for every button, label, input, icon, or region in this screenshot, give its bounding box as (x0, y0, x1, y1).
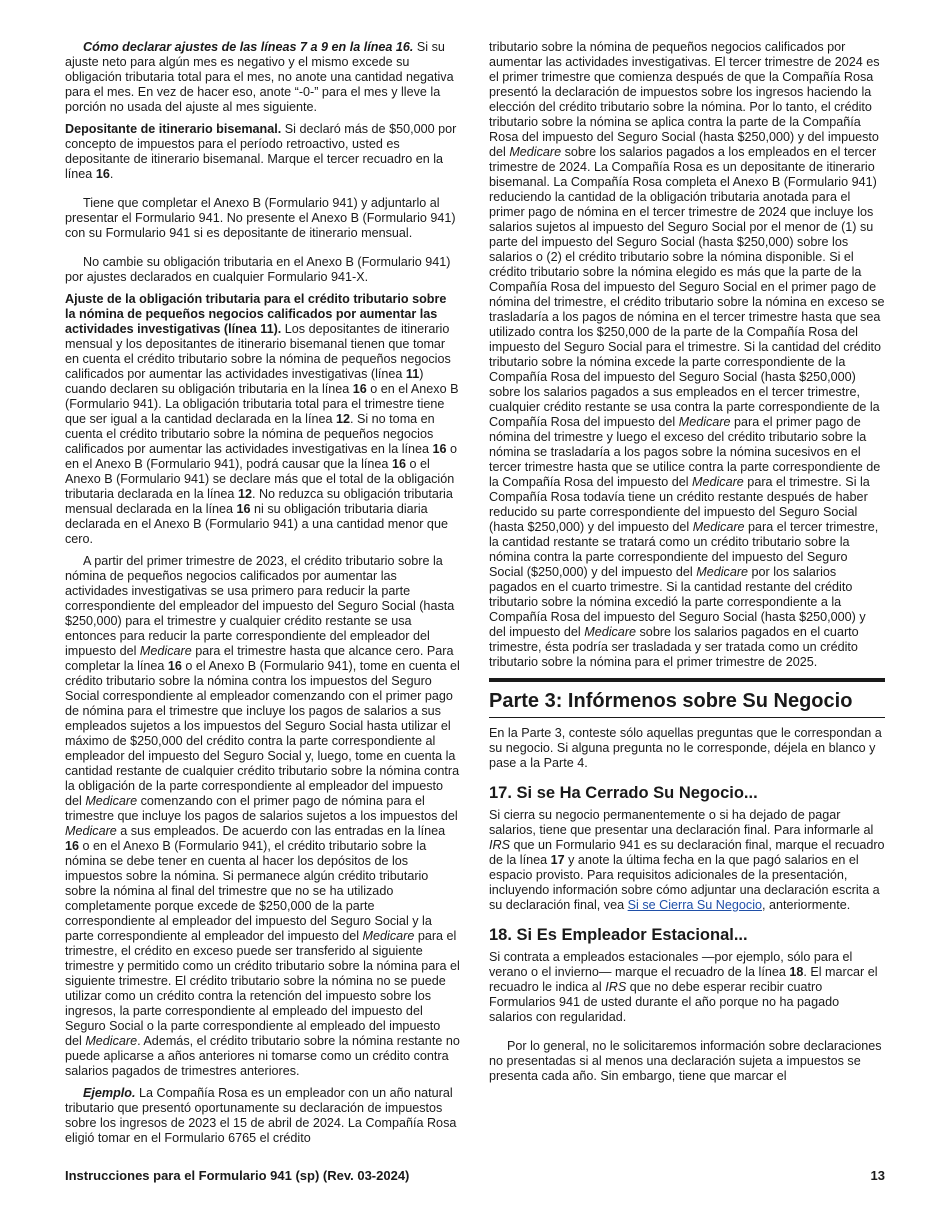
italic-term: Medicare (65, 824, 117, 838)
part-divider-rule (489, 717, 885, 718)
paragraph-heading: Ajuste de la obligación tributaria para el crédito tributario sobre la nómina de pequeños negocios calificados por aumentar las actividades investigativas (línea 11). (65, 292, 447, 336)
line-number: 18 (789, 965, 804, 979)
paragraph-text: . No reduzca su obligación tributaria mensual declarada en la línea (65, 487, 453, 516)
paragraph-text: para el trimestre hasta que alcance cero. Para completar la línea (65, 644, 454, 673)
paragraph-text: La Compañía Rosa es un empleador con un año natural tributario que presentó oportunamente su declaración de impuestos sobre los ingresos de 2023 el 15 de abril de 2024. La Compañía Rosa eligió tomar en el Formulario 6765 el crédito (65, 1086, 457, 1145)
paragraph-941x: No cambie su obligación tributaria en el Anexo B (Formulario 941) por ajustes declarados en cualquier Formulario 941-X. (65, 255, 451, 284)
line-number: 16 (391, 457, 406, 471)
right-column (489, 40, 885, 1091)
part-divider-bar (489, 678, 885, 682)
italic-term: IRS (489, 838, 510, 852)
paragraph-line11-adjustment (65, 292, 460, 547)
italic-term: Medicare (85, 794, 138, 808)
paragraph-lead: Cómo declarar ajustes de las líneas 7 a 9 en la línea 16. (83, 40, 414, 54)
paragraph-text: . (109, 167, 114, 181)
italic-term: Medicare (584, 625, 637, 639)
line-number: 17 (550, 853, 565, 867)
paragraph-text: , anteriormente. (762, 898, 851, 912)
paragraph-schedule-b: Tiene que completar el Anexo B (Formulario 941) y adjuntarlo al presentar el Formulario 941. No presente el Anexo B (Formulario 941) con su Formulario 941 si es depositante de itinerario mensual. (65, 196, 456, 240)
paragraph-text: o en el Anexo B (Formulario 941), podrá causar que la línea (65, 442, 458, 471)
paragraph-text: sobre los salarios pagados a los empleados en el tercer trimestre de 2024. La Compañía Rosa es un depositante de itinerario bisemanal. La Compañía Rosa completa el Anexo B (Formulario 941) reduciendo la cantidad de la obligación tributaria anotada para el primer pago de nómina en el tercer trimestre de 2024 que incluye los salarios sujetos al impuesto del Seguro Social por el menor de (1) su parte del impuesto del Seguro Social (hasta $250,000) sobre los salarios o (2) el crédito tributario sobre la nómina disponible. Si el crédito tributario sobre la nómina elegido es más que la parte de la Compañía Rosa del impuesto del Seguro Social en el primer pago de nómina del trimestre, el crédito tributario sobre la nómina en exceso se trasladaría a los pagos de nómina en el tercer trimestre hasta que sea utilizado contra los $250,000 de la parte de la Compañía Rosa del impuesto del Seguro Social para el trimestre. Si la cantidad del crédito tributario sobre la nómina excede la parte correspondiente de la Compañía Rosa del impuesto del Seguro Social (hasta $250,000) sobre los salarios pagados a sus empleados en el tercer trimestre, cualquier crédito restante se usa contra la parte correspondiente de la Compañía Rosa del impuesto del (489, 145, 885, 429)
section18-heading: 18. Si Es Empleador Estacional... (489, 926, 748, 944)
italic-term: Medicare (678, 415, 731, 429)
paragraph-text: . Además, el crédito tributario sobre la nómina restante no puede aplicarse a años anteriores ni tomarse como un crédito contra salarios pagados de trimestres anteriores. (65, 1034, 460, 1078)
paragraph-text: que no debe esperar recibir cuatro Formularios 941 de usted durante el año porque no ha pagado salarios con regularidad. (489, 980, 840, 1024)
business-closure-link[interactable]: Si se Cierra Su Negocio (627, 898, 763, 912)
italic-term: Medicare (509, 145, 562, 159)
paragraph-semiweekly (65, 122, 460, 182)
italic-term: Medicare (696, 565, 749, 579)
line-number: 12 (237, 487, 252, 501)
italic-term: Medicare (85, 1034, 138, 1048)
paragraph-text: y anote la última fecha en la que pagó salarios en el espacio provisto. Para requisitos adicionales de la presentación, incluyendo información sobre cómo adjuntar una declaración escrita a su declaración final, vea (489, 853, 880, 912)
paragraph-example-continued (489, 40, 885, 670)
paragraph-lead: Ejemplo. (83, 1086, 136, 1100)
paragraph-2023-rule (65, 554, 460, 1079)
paragraph-text: Si declaró más de $50,000 por concepto de impuestos para el período retroactivo, usted es depositante de itinerario bisemanal. Marque el tercer recuadro en la línea (65, 122, 457, 181)
paragraph-text: Si contrata a empleados estacionales —por ejemplo, sólo para el verano o el invierno— marque el recuadro de la línea (489, 950, 853, 979)
paragraph-text: o en el Anexo B (Formulario 941). La obligación tributaria total para el trimestre tiene que ser igual a la cantidad declarada en la línea (65, 382, 459, 426)
line-number: 16 (352, 382, 367, 396)
paragraph-example (65, 1086, 460, 1146)
paragraph-text: Los depositantes de itinerario mensual y los depositantes de itinerario bisemanal tienen que tomar en cuenta el crédito tributario sobre la nómina de pequeños negocios calificados por aumentar las actividades investigativas (línea (65, 322, 451, 381)
paragraph-text: Si su ajuste neto para algún mes es negativo y el mismo excede su obligación tributaria total para el mes, no anote una cantidad negativa para el mes. En vez de hacer eso, anote “-0-” para el mes y lleve la porción no usada del ajuste al mes siguiente. (65, 40, 454, 114)
paragraph-adjustments (65, 40, 460, 115)
italic-term: Medicare (139, 644, 192, 658)
line-number: 16 (236, 502, 251, 516)
italic-term: IRS (605, 980, 627, 994)
paragraph-text: comenzando con el primer pago de nómina para el trimestre que incluye los pagos de salarios sujetos a los impuestos del (65, 794, 458, 823)
paragraph-text: o el Anexo B (Formulario 941), tome en cuenta el crédito tributario sobre la nómina contra los impuestos del Seguro Social correspondiente al empleador comenzando con el primer pago de nómina para el trimestre que incluye los pagos de salarios a sus empleados sujetos a los impuestos del Seguro Social hasta utilizar el máximo de $250,000 del crédito contra la parte correspondiente al empleador del impuesto del Seguro Social y, luego, tome en cuenta la cantidad restante de cualquier crédito tributario sobre la nómina contra la obligación de la parte correspondiente al empleador del impuesto del (65, 659, 460, 808)
part3-intro: En la Parte 3, conteste sólo aquellas preguntas que le correspondan a su negocio. Si alguna pregunta no le corresponde, déjela en blanco y pase a la Parte 4. (489, 726, 882, 770)
line-number: 12 (335, 412, 350, 426)
paragraph-text: a sus empleados. De acuerdo con las entradas en la línea (116, 824, 446, 838)
paragraph-text: sobre los salarios pagados en el cuarto trimestre, ésta podría ser trasladada y ser tratada como un crédito tributario sobre la nómina para el primer trimestre de 2025. (489, 625, 859, 669)
paragraph-heading: Depositante de itinerario bisemanal. (65, 122, 282, 136)
line-number: 16 (167, 659, 182, 673)
paragraph-text: Si cierra su negocio permanentemente o si ha dejado de pagar salarios, tiene que presentar una declaración final. Para informarle al (489, 808, 874, 837)
paragraph-text: que un Formulario 941 es su declaración final, marque el recuadro de la línea (489, 838, 885, 867)
paragraph-text: por los salarios pagados en el cuarto trimestre. Si la cantidad restante del crédito tributario sobre la nómina excedió la parte correspondiente a la Compañía Rosa del impuesto del Seguro Social (hasta $250,000) y del impuesto del (489, 565, 866, 639)
section18-paragraph-2: Por lo general, no le solicitaremos información sobre declaraciones no presentadas si al menos una declaración sujeta a impuestos se presenta cada año. Sin embargo, tiene que marcar el (489, 1039, 882, 1083)
italic-term: Medicare (362, 929, 415, 943)
paragraph-text: para el trimestre, el crédito en exceso puede ser transferido al siguiente trimestre y permitido como un crédito tributario sobre la nómina para el siguiente trimestre. El crédito tributario sobre la nómina no se puede utilizar como un crédito contra la retención del impuesto sobre los ingresos, la parte correspondiente al empleado del impuesto del Seguro Social o la parte correspondiente al empleado del impuesto del (65, 929, 460, 1048)
page-number: 13 (870, 1168, 885, 1183)
line-number: 16 (95, 167, 110, 181)
part3-heading: Parte 3: Infórmenos sobre Su Negocio (489, 690, 853, 712)
italic-term: Medicare (692, 475, 744, 489)
line-number: 11 (405, 367, 420, 381)
section17-heading: 17. Si se Ha Cerrado Su Negocio... (489, 784, 758, 802)
paragraph-text: o en el Anexo B (Formulario 941), el crédito tributario sobre la nómina se debe tener en cuenta al hacer los depósitos de los impuestos sobre la nómina. Si permanece algún crédito tributario sobre la nómina al final del trimestre que no se ha utilizado completamente porque excede de $250,000 de la parte correspondiente al empleador del impuesto del Seguro Social y la parte correspondiente al empleador del impuesto del (65, 839, 432, 943)
paragraph-text: ni su obligación tributaria diaria declarada en el Anexo B (Formulario 941) a una cantidad menor que cero. (65, 502, 448, 546)
paragraph-text: A partir del primer trimestre de 2023, el crédito tributario sobre la nómina de pequeños negocios calificados por aumentar las actividades investigativas se usa primero para reducir la parte correspondiente del empleador del impuesto del Seguro Social (hasta $250,000) para el trimestre y cualquier crédito restante se usa entonces para reducir la parte correspondiente del empleador del impuesto del (65, 554, 455, 658)
left-column (65, 40, 460, 1153)
paragraph-text: para el trimestre. Si la Compañía Rosa todavía tiene un crédito restante después de haber reducido su parte correspondiente del impuesto del Seguro Social (hasta $250,000) y del impuesto del (489, 475, 870, 534)
section18-paragraph (489, 950, 885, 1025)
paragraph-text: para el tercer trimestre, la cantidad restante se tratará como un crédito tributario sobre la nómina contra la parte correspondiente del impuesto del Seguro Social ($250,000) y del impuesto del (489, 520, 879, 579)
section17-paragraph (489, 808, 885, 913)
footer-title: Instrucciones para el Formulario 941 (sp) (Rev. 03-2024) (65, 1168, 410, 1183)
paragraph-text: o el Anexo B (Formulario 941) se declare más que el total de la obligación tributaria declarada en la línea (65, 457, 455, 501)
italic-term: Medicare (692, 520, 745, 534)
line-number: 16 (432, 442, 447, 456)
paragraph-text: ) cuando declaren su obligación tributaria en la línea (65, 367, 424, 396)
paragraph-text: . Si no toma en cuenta el crédito tributario sobre la nómina de pequeños negocios calificados por aumentar las actividades investigativas en la línea (65, 412, 435, 456)
line-number: 16 (65, 839, 80, 853)
paragraph-text: . El marcar el recuadro le indica al (489, 965, 878, 994)
paragraph-text: tributario sobre la nómina de pequeños negocios calificados por aumentar las actividades investigativas. El tercer trimestre de 2024 es el primer trimestre que comienza después de que la Compañía Rosa presentó la declaración de impuestos sobre los ingresos haciendo la elección del crédito tributario sobre la nómina. Por lo tanto, el crédito tributario sobre la nómina se aplica contra la parte de la Compañía Rosa del impuesto del Seguro Social (hasta $250,000) y del impuesto del (489, 40, 880, 159)
paragraph-text: para el primer pago de nómina del trimestre y luego el exceso del crédito tributario sobre la nómina se trasladaría a los pagos sobre la nómina sucesivos en el tercer trimestre hasta que se utilice contra la parte correspondiente de la Compañía Rosa del impuesto del (489, 415, 881, 489)
